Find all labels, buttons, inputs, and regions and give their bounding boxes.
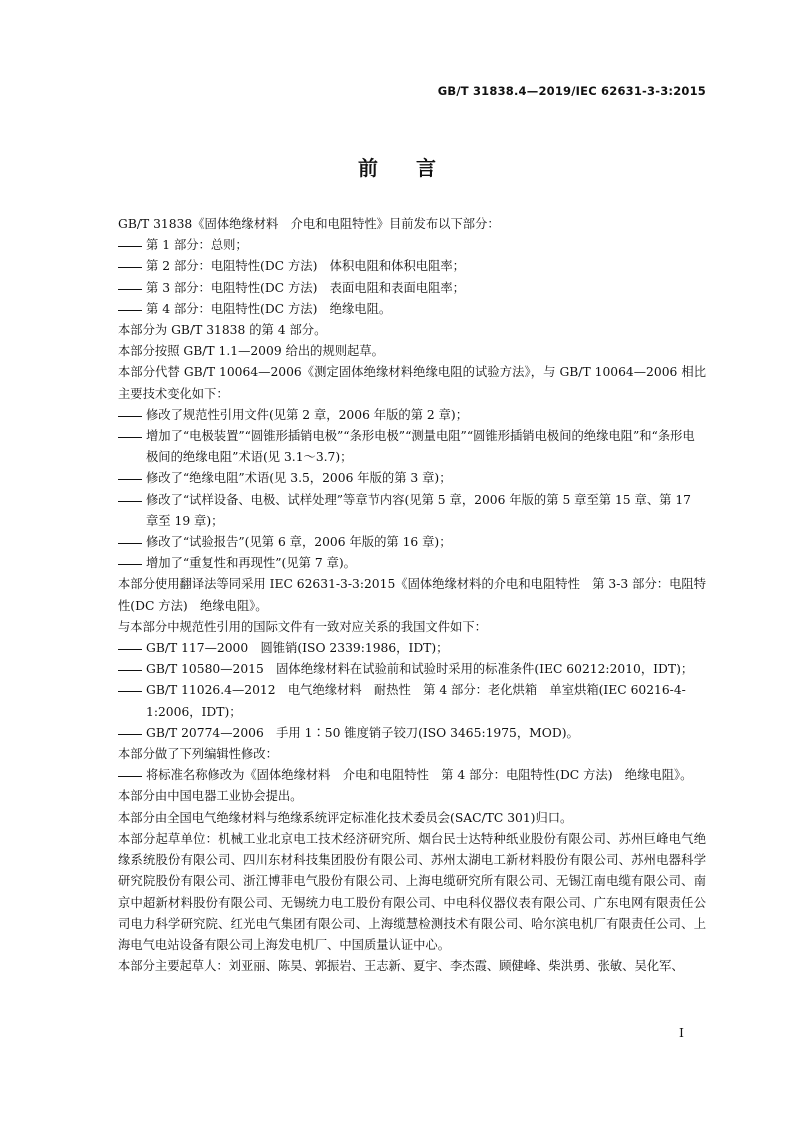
list-item: 第 4 部分：电阻特性(DC 方法) 绝缘电阻。 bbox=[146, 301, 392, 316]
paragraph-adoption: 本部分使用翻译法等同采用 IEC 62631-3-3:2015《固体绝缘材料的介电和电阻特性 第 3-3 部分：电阻特性(DC 方法) 绝缘电阻》。 bbox=[118, 577, 706, 613]
paragraph-intro: GB/T 31838《固体绝缘材料 介电和电阻特性》目前发布以下部分： bbox=[118, 217, 500, 231]
paragraph-drafting-units: 本部分起草单位：机械工业北京电工技术经济研究所、烟台民士达特种纸业股份有限公司、苏州巨峰电气绝缘系统股份有限公司、四川东材科技集团股份有限公司、苏州太湖电工新材料股份有限公司、苏州电器科学研究院股份有限公司、浙江博菲电气股份有限公司、上海电缆研究所有限公司、无锡江南电缆有限公司、南京中超新材料股份有限公司、无锡统力电工股份有限公司、中电科仪器仪表有限公司、广东电网有限责任公司电力科学研究院、红光电气集团有限公司、上海缆慧检测技术有限公司、哈尔滨电机厂有限责任公司、上海电气电站设备有限公司上海发电机厂、中国质量认证中心。 bbox=[118, 831, 706, 952]
paragraph: 本部分按照 GB/T 1.1—2009 给出的规则起草。 bbox=[118, 344, 384, 359]
paragraph: 本部分做了下列编辑性修改： bbox=[118, 747, 278, 762]
list-item: 增加了“电极装置”“圆锥形插销电极”“条形电极”“测量电阻”“圆锥形插销电极间的绝缘电阻”和“条形电极间的绝缘电阻”术语(见 3.1～3.7)； bbox=[146, 429, 695, 465]
list-item: 修改了规范性引用文件(见第 2 章，2006 年版的第 2 章)； bbox=[146, 407, 469, 422]
paragraph: 本部分由中国电器工业协会提出。 bbox=[118, 789, 303, 804]
foreword-body bbox=[118, 214, 706, 977]
page-title: 前言 bbox=[358, 156, 474, 180]
list-item: GB/T 20774—2006 手用 1∶50 锥度销子铰刀(ISO 3465:1975，MOD)。 bbox=[146, 725, 579, 740]
paragraph: 本部分为 GB/T 31838 的第 4 部分。 bbox=[118, 323, 327, 338]
list-item: 修改了“绝缘电阻”术语(见 3.5，2006 年版的第 3 章)； bbox=[146, 471, 452, 486]
list-item: 修改了“试验报告”(见第 6 章，2006 年版的第 16 章)； bbox=[146, 535, 452, 550]
list-item: GB/T 117—2000 圆锥销(ISO 2339:1986，IDT)； bbox=[146, 641, 449, 656]
list-item: GB/T 10580—2015 固体绝缘材料在试验前和试验时采用的标准条件(IEC 60212:2010，IDT)； bbox=[146, 662, 694, 677]
standard-code-header: GB/T 31838.4—2019/IEC 62631-3-3:2015 bbox=[437, 84, 706, 98]
paragraph-replaces: 本部分代替 GB/T 10064—2006《测定固体绝缘材料绝缘电阻的试验方法》，与 GB/T 10064—2006 相比主要技术变化如下： bbox=[118, 365, 706, 401]
references-list bbox=[118, 638, 706, 744]
list-item: 第 1 部分：总则； bbox=[146, 238, 248, 253]
paragraph: 与本部分中规范性引用的国际文件有一致对应关系的我国文件如下： bbox=[118, 619, 487, 634]
list-item: 将标准名称修改为《固体绝缘材料 介电和电阻特性 第 4 部分：电阻特性(DC 方法) 绝缘电阻》。 bbox=[146, 768, 693, 783]
paragraph: 本部分由全国电气绝缘材料与绝缘系统评定标准化技术委员会(SAC/TC 301)归口。 bbox=[118, 810, 573, 825]
list-item: 修改了“试样设备、电极、试样处理”等章节内容(见第 5 章，2006 年版的第 5 章至第 15 章、第 17 章至 19 章)； bbox=[146, 492, 691, 528]
paragraph-drafters: 本部分主要起草人：刘亚丽、陈昊、郭振岩、王志新、夏宇、李杰霞、顾健峰、柴洪勇、张敏、吴化军、 bbox=[118, 959, 684, 974]
list-item: 第 3 部分：电阻特性(DC 方法) 表面电阻和表面电阻率； bbox=[146, 280, 465, 295]
list-item: 第 2 部分：电阻特性(DC 方法) 体积电阻和体积电阻率； bbox=[146, 259, 465, 274]
list-item: GB/T 11026.4—2012 电气绝缘材料 耐热性 第 4 部分：老化烘箱 单室烘箱(IEC 60216-4-1:2006，IDT)； bbox=[146, 683, 686, 719]
list-item: 增加了“重复性和再现性”(见第 7 章)。 bbox=[146, 556, 356, 571]
editorial-list bbox=[118, 765, 706, 786]
changes-list bbox=[118, 405, 706, 575]
page-number: I bbox=[679, 1025, 684, 1040]
parts-list bbox=[118, 235, 706, 320]
